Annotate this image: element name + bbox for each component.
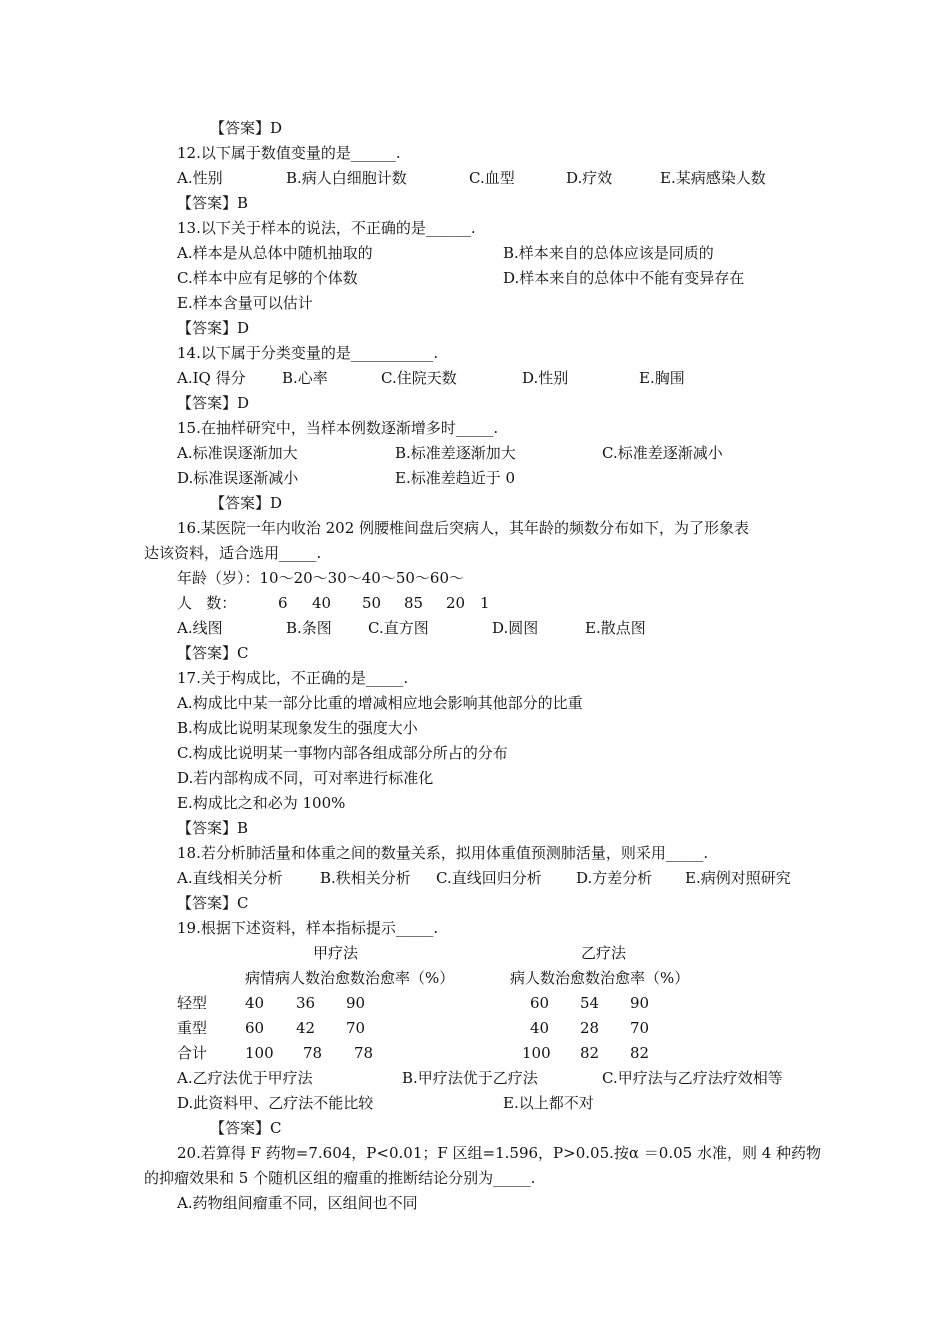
option-16-d: D.圆图 xyxy=(492,619,539,637)
answer-14: 【答案】D xyxy=(177,394,250,412)
option-12-e: E.某病感染人数 xyxy=(660,169,766,187)
count-label: 人 数： xyxy=(177,594,237,612)
table-cell: 36 xyxy=(296,994,316,1012)
option-13-c: C.样本中应有足够的个体数 xyxy=(177,269,358,287)
option-15-a: A.标准误逐渐加大 xyxy=(177,444,298,462)
answer-13: 【答案】D xyxy=(177,319,250,337)
option-19-a: A.乙疗法优于甲疗法 xyxy=(177,1069,313,1087)
option-12-c: C.血型 xyxy=(469,169,515,187)
option-19-b: B.甲疗法优于乙疗法 xyxy=(402,1069,538,1087)
option-13-e: E.样本含量可以估计 xyxy=(177,294,313,312)
answer-12: 【答案】B xyxy=(177,194,249,212)
table-cell: 60 xyxy=(245,1019,265,1037)
table-cell: 90 xyxy=(346,994,366,1012)
option-18-d: D.方差分析 xyxy=(576,869,653,887)
option-14-e: E.胸围 xyxy=(639,369,685,387)
option-15-d: D.标准误逐渐减小 xyxy=(177,469,299,487)
group-a-title: 甲疗法 xyxy=(313,944,359,962)
option-17-d: D.若内部构成不同，可对率进行标准化 xyxy=(177,769,434,787)
answer-11: 【答案】D xyxy=(210,119,283,137)
option-14-d: D.性别 xyxy=(522,369,569,387)
option-19-e: E.以上都不对 xyxy=(503,1094,594,1112)
count-value: 1 xyxy=(480,594,490,612)
table-cell: 82 xyxy=(630,1044,650,1062)
count-value: 85 xyxy=(404,594,424,612)
option-17-a: A.构成比中某一部分比重的增减相应地会影响其他部分的比重 xyxy=(177,694,583,712)
age-label: 年龄（岁）：10～20～30～40～50～60～ xyxy=(177,569,465,587)
option-17-c: C.构成比说明某一事物内部各组成部分所占的分布 xyxy=(177,744,508,762)
table-cell: 82 xyxy=(580,1044,600,1062)
table-cell: 100 xyxy=(522,1044,551,1062)
question-16-line1: 16.某医院一年内收治 202 例腰椎间盘后突病人，其年龄的频数分布如下，为了形象表 xyxy=(177,519,750,537)
option-18-c: C.直线回归分析 xyxy=(436,869,542,887)
question-16-line2: 达该资料，适合选用_____. xyxy=(144,544,322,562)
header-b: 病人数治愈数治愈率（%） xyxy=(510,969,690,987)
question-15: 15.在抽样研究中，当样本例数逐渐增多时_____. xyxy=(177,419,499,437)
option-17-e: E.构成比之和必为 100% xyxy=(177,794,346,812)
table-cell: 60 xyxy=(530,994,550,1012)
count-value: 40 xyxy=(312,594,332,612)
option-15-b: B.标准差逐渐加大 xyxy=(395,444,516,462)
option-18-b: B.秩相关分析 xyxy=(320,869,411,887)
table-cell: 28 xyxy=(580,1019,600,1037)
table-cell: 78 xyxy=(354,1044,374,1062)
table-cell: 40 xyxy=(530,1019,550,1037)
option-14-c: C.住院天数 xyxy=(381,369,457,387)
option-19-c: C.甲疗法与乙疗法疗效相等 xyxy=(602,1069,783,1087)
question-13: 13.以下关于样本的说法，不正确的是______. xyxy=(177,219,476,237)
table-cell: 42 xyxy=(296,1019,316,1037)
table-cell: 40 xyxy=(245,994,265,1012)
option-14-b: B.心率 xyxy=(282,369,328,387)
row-label: 重型 xyxy=(177,1019,208,1037)
count-value: 50 xyxy=(362,594,382,612)
question-18: 18.若分析肺活量和体重之间的数量关系，拟用体重值预测肺活量，则采用_____. xyxy=(177,844,709,862)
table-cell: 54 xyxy=(580,994,600,1012)
option-18-a: A.直线相关分析 xyxy=(177,869,283,887)
table-cell: 78 xyxy=(303,1044,323,1062)
row-label: 合计 xyxy=(177,1044,208,1062)
option-20-a: A.药物组间瘤重不同，区组间也不同 xyxy=(177,1194,418,1212)
option-19-d: D.此资料甲、乙疗法不能比较 xyxy=(177,1094,374,1112)
answer-17: 【答案】B xyxy=(177,819,249,837)
count-value: 20 xyxy=(446,594,466,612)
option-13-b: B.样本来自的总体应该是同质的 xyxy=(503,244,714,262)
option-16-e: E.散点图 xyxy=(585,619,646,637)
count-value: 6 xyxy=(278,594,288,612)
question-17: 17.关于构成比，不正确的是_____. xyxy=(177,669,409,687)
table-cell: 70 xyxy=(346,1019,366,1037)
option-12-b: B.病人白细胞计数 xyxy=(286,169,407,187)
row-label: 轻型 xyxy=(177,994,208,1012)
header-a: 病情病人数治愈数治愈率（%） xyxy=(245,969,455,987)
answer-18: 【答案】C xyxy=(177,894,249,912)
answer-15: 【答案】D xyxy=(210,494,283,512)
option-15-e: E.标准差趋近于 0 xyxy=(395,469,516,487)
table-cell: 100 xyxy=(245,1044,274,1062)
option-16-b: B.条图 xyxy=(286,619,332,637)
option-16-a: A.线图 xyxy=(177,619,223,637)
option-17-b: B.构成比说明某现象发生的强度大小 xyxy=(177,719,418,737)
table-cell: 70 xyxy=(630,1019,650,1037)
option-12-a: A.性别 xyxy=(177,169,223,187)
question-14: 14.以下属于分类变量的是___________. xyxy=(177,344,439,362)
option-14-a: A.IQ 得分 xyxy=(177,369,246,387)
option-13-a: A.样本是从总体中随机抽取的 xyxy=(177,244,373,262)
option-13-d: D.样本来自的总体中不能有变异存在 xyxy=(503,269,745,287)
question-19: 19.根据下述资料，样本指标提示_____. xyxy=(177,919,439,937)
option-12-d: D.疗效 xyxy=(566,169,613,187)
option-15-c: C.标准差逐渐减小 xyxy=(602,444,723,462)
answer-16: 【答案】C xyxy=(177,644,249,662)
option-16-c: C.直方图 xyxy=(368,619,429,637)
question-20-line1: 20.若算得 F 药物=7.604，P<0.01；F 区组=1.596，P>0.05.按α ＝0.05 水准，则 4 种药物 xyxy=(177,1144,822,1162)
question-12: 12.以下属于数值变量的是______. xyxy=(177,144,401,162)
question-20-line2: 的抑瘤效果和 5 个随机区组的瘤重的推断结论分别为_____. xyxy=(144,1169,536,1187)
option-18-e: E.病例对照研究 xyxy=(685,869,791,887)
table-cell: 90 xyxy=(630,994,650,1012)
group-b-title: 乙疗法 xyxy=(581,944,627,962)
answer-19: 【答案】C xyxy=(210,1119,282,1137)
